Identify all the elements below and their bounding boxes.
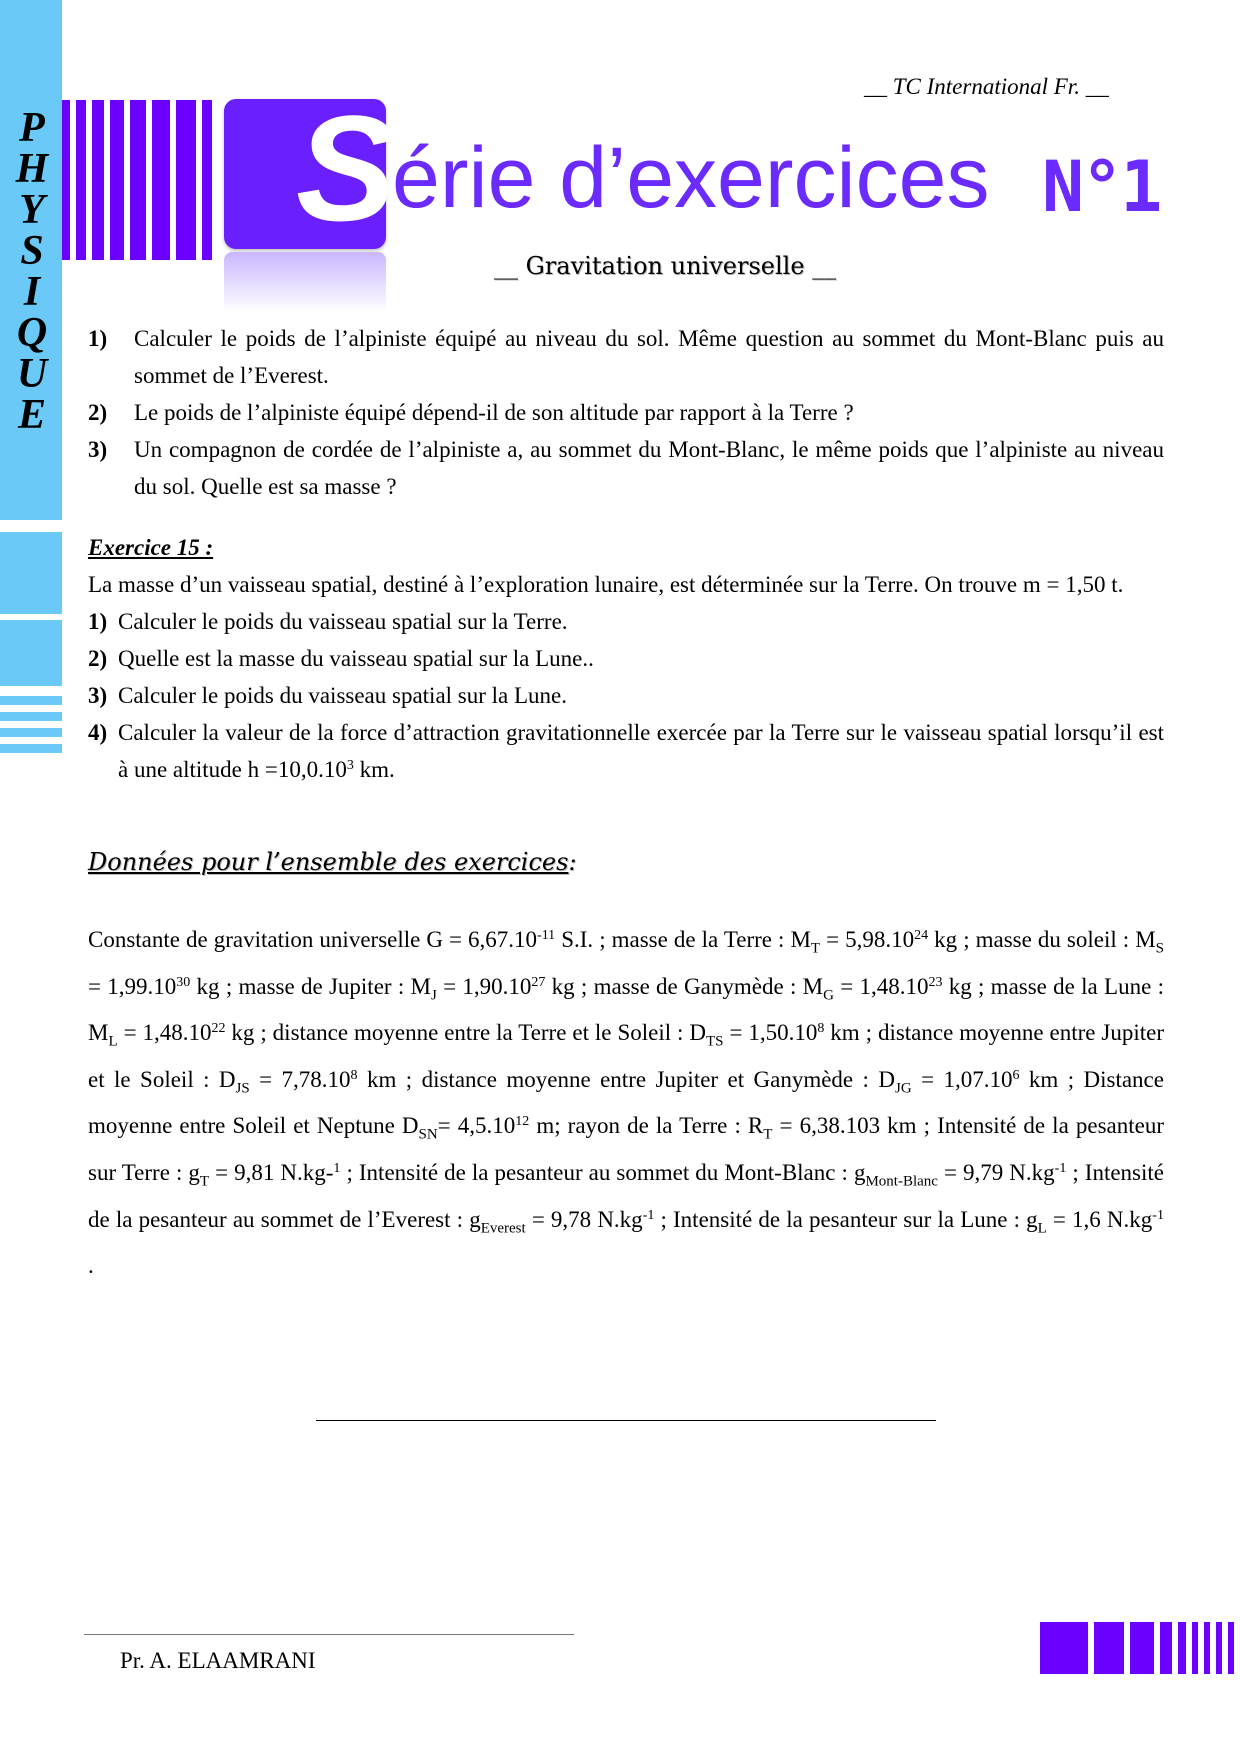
header-stripe	[152, 100, 170, 260]
subscript: SN	[418, 1126, 438, 1143]
data-text: kg ; masse du soleil : M	[928, 927, 1156, 952]
list-item	[88, 640, 1164, 677]
separator-rule	[316, 1420, 936, 1421]
subscript: T	[763, 1126, 773, 1143]
footer-logo-block	[1228, 1622, 1234, 1674]
subscript: T	[199, 1173, 210, 1190]
data-text: = 1,48.10	[833, 973, 929, 999]
sidebar-stripe	[0, 744, 62, 753]
exponent: 22	[211, 1021, 226, 1037]
question-number: 2)	[88, 646, 108, 671]
exponent: 24	[914, 928, 929, 943]
question-number: 3)	[88, 437, 108, 462]
subscript: L	[108, 1033, 118, 1050]
exponent: 8	[817, 1021, 825, 1037]
sidebar-stripe	[0, 728, 62, 737]
subscript: JS	[235, 1080, 250, 1097]
footer-logo-block	[1160, 1622, 1172, 1674]
exponent: 6	[1012, 1067, 1020, 1083]
subscript: TS	[705, 1033, 724, 1050]
data-text: = 5,98.10	[820, 927, 915, 952]
exercise-statement: La masse d’un vaisseau spatial, destiné à l’exploration lunaire, est déterminée sur la Terre. On trouve m = 1,50 t.	[88, 572, 1124, 597]
header-stripe	[110, 100, 124, 260]
question-text: Calculer le poids de l’alpiniste équipé au niveau du sol. Même question au sommet du Mont-Blanc puis au sommet de l’Everest.	[134, 326, 1164, 388]
subscript: Mont-Blanc	[865, 1173, 938, 1190]
title-number: N°1	[1042, 146, 1160, 228]
data-text: ; Intensité de la pesanteur sur la Lune : g	[654, 1206, 1038, 1232]
header-stripe	[62, 100, 70, 260]
data-text: = 9,79 N.kg	[937, 1159, 1055, 1185]
sidebar-letter: Q	[16, 310, 48, 356]
sidebar-lower-band	[0, 620, 62, 686]
title-initial: S	[296, 84, 397, 252]
sidebar-letter: E	[17, 392, 46, 438]
data-text: kg ; masse de la Lune : M	[88, 973, 1164, 1046]
question-text: Calculer le poids du vaisseau spatial sur la Terre.	[118, 609, 568, 634]
data-text: S.I. ; masse de la Terre : M	[555, 927, 811, 952]
document-body	[88, 320, 1164, 1284]
data-text: m; rayon de la Terre : R	[529, 1113, 764, 1139]
footer-logo-block	[1130, 1622, 1154, 1674]
page-title: érie d’exercices	[392, 130, 990, 226]
exponent: -1	[1152, 1207, 1164, 1223]
question-number: 1)	[88, 609, 108, 634]
data-text: = 7,78.10	[249, 1066, 351, 1092]
data-heading-suffix: :	[568, 848, 577, 876]
footer-logo-block	[1094, 1622, 1124, 1674]
subscript: G	[823, 987, 834, 1004]
data-text: = 1,99.10	[88, 973, 177, 999]
sidebar-mid-band	[0, 532, 62, 614]
list-item	[88, 714, 1164, 788]
subscript: T	[810, 940, 821, 957]
data-text: .	[88, 1253, 94, 1279]
exponent: 1	[333, 1160, 341, 1176]
footer-logo-block	[1216, 1622, 1222, 1674]
data-paragraph	[88, 921, 1164, 1284]
subscript: JG	[894, 1080, 912, 1097]
data-text: = 1,6 N.kg	[1046, 1206, 1153, 1232]
question-number: 3)	[88, 683, 108, 708]
exponent: 12	[515, 1114, 530, 1130]
exponent: -1	[642, 1207, 655, 1223]
header-stripe	[176, 100, 196, 260]
exponent: 30	[176, 974, 191, 990]
data-text: ; Intensité de la pesanteur au sommet du Mont-Blanc : g	[340, 1159, 866, 1185]
data-text: km ; distance moyenne entre Jupiter et le Soleil : D	[88, 1020, 1164, 1092]
footer-divider	[84, 1634, 574, 1635]
exponent: 3	[346, 758, 354, 773]
list-item	[88, 431, 1164, 505]
sidebar-stripe	[0, 712, 62, 721]
data-text: km ; Distance moyenne entre Soleil et Neptune D	[88, 1066, 1164, 1139]
sidebar-letter: U	[16, 351, 48, 397]
sidebar	[0, 0, 62, 1754]
sidebar-letter: H	[15, 146, 49, 192]
list-item	[88, 320, 1164, 394]
exponent: 27	[531, 974, 546, 990]
sidebar-letter: S	[20, 228, 44, 274]
question-number: 1)	[88, 326, 108, 351]
exponent: -1	[1054, 1160, 1067, 1176]
question-text: Un compagnon de cordée de l’alpiniste a, au sommet du Mont-Blanc, le même poids que l’alpiniste au niveau du sol. Quelle est sa masse ?	[134, 437, 1164, 499]
data-heading-text: Données pour l’ensemble des exercices	[88, 848, 569, 876]
exercise-heading: Exercice 15 :	[88, 535, 214, 560]
question-text: Calculer le poids du vaisseau spatial sur la Lune.	[118, 683, 568, 708]
exponent: -11	[537, 928, 556, 943]
sidebar-stripe	[0, 696, 62, 705]
footer-author: Pr. A. ELAAMRANI	[120, 1648, 316, 1673]
subscript: S	[1155, 940, 1164, 957]
data-text: = 1,90.10	[436, 973, 532, 999]
data-text: = 9,81 N.kg-	[209, 1159, 334, 1185]
list-item	[88, 677, 1164, 714]
footer-logo-block	[1204, 1622, 1210, 1674]
data-text: = 1,50.10	[723, 1020, 818, 1046]
question-text: Le poids de l’alpiniste équipé dépend-il de son altitude par rapport à la Terre ?	[134, 400, 854, 425]
page-subtitle: __ Gravitation universelle __	[494, 252, 837, 280]
data-heading	[88, 844, 1164, 881]
logo-reflection	[224, 252, 386, 312]
exercise-question-list	[88, 603, 1164, 788]
question-text: km.	[353, 757, 395, 782]
footer-logo-block	[1178, 1622, 1186, 1674]
subscript: J	[430, 987, 437, 1004]
header-stripe	[202, 100, 212, 260]
question-text: Quelle est la masse du vaisseau spatial sur la Lune..	[118, 646, 594, 671]
data-text: Constante de gravitation universelle G = 6,67.10	[88, 927, 538, 952]
subscript: L	[1037, 1220, 1047, 1237]
header-stripe	[130, 100, 146, 260]
question-text: Calculer la valeur de la force d’attraction gravitationnelle exercée par la Terre sur le vaisseau spatial lorsqu’il est à une altitude h =10,0.10	[118, 720, 1164, 782]
header-stripe	[76, 100, 86, 260]
data-text: = 6,38.103 km ; Intensité de la pesanteur sur Terre : g	[88, 1113, 1164, 1185]
data-text: = 9,78 N.kg	[525, 1206, 643, 1232]
header-stripe	[92, 100, 104, 260]
exponent: 23	[928, 974, 943, 990]
sidebar-letter: P	[19, 105, 45, 151]
course-label: __ TC International Fr. __	[864, 74, 1109, 99]
data-text: kg ; masse de Ganymède : M	[545, 973, 824, 999]
sidebar-vertical-word	[8, 105, 56, 438]
subscript: Everest	[480, 1220, 526, 1237]
footer-logo-block	[1040, 1622, 1088, 1674]
list-item	[88, 603, 1164, 640]
question-number: 4)	[88, 720, 108, 745]
list-item	[88, 394, 1164, 431]
data-text: = 4,5.10	[437, 1113, 516, 1139]
footer-logo	[1040, 1622, 1240, 1674]
data-text: kg ; distance moyenne entre la Terre et le Soleil : D	[225, 1020, 706, 1046]
data-text: ; Intensité de la pesanteur au sommet de l’Everest : g	[88, 1159, 1164, 1232]
intro-question-list	[88, 320, 1164, 505]
sidebar-letter: Y	[19, 187, 45, 233]
exponent: 8	[350, 1067, 358, 1083]
sidebar-letter: I	[23, 269, 41, 315]
footer-logo-block	[1192, 1622, 1198, 1674]
data-text: km ; distance moyenne entre Jupiter et Ganymède : D	[357, 1066, 895, 1092]
question-number: 2)	[88, 400, 108, 425]
data-text: = 1,07.10	[911, 1066, 1013, 1092]
data-text: kg ; masse de Jupiter : M	[190, 973, 431, 999]
data-text: = 1,48.10	[117, 1020, 212, 1046]
